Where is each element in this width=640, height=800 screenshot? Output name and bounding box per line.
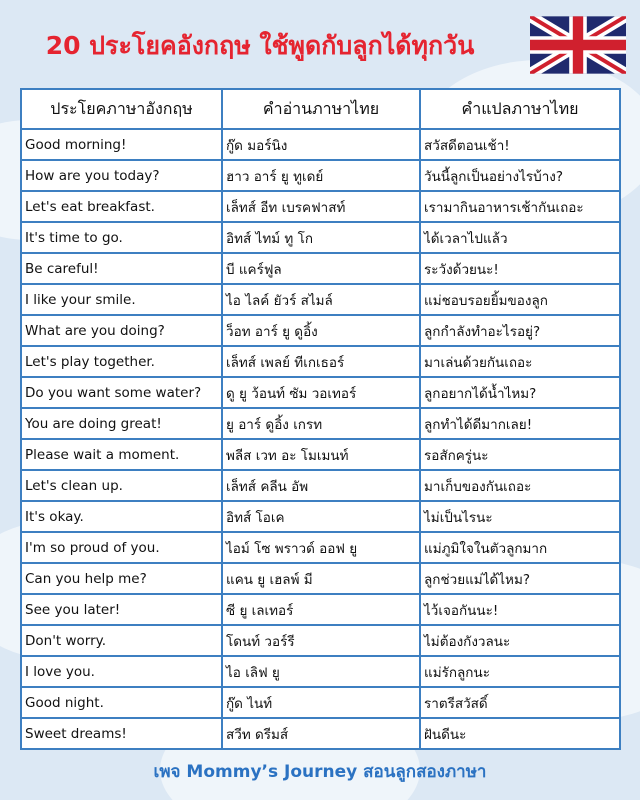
header-translation: คำแปลภาษาไทย [420,90,619,129]
translation-cell: มาเก็บของกันเถอะ [420,470,619,501]
table-row [22,439,619,470]
english-cell: Don't worry. [22,625,222,656]
english-cell: What are you doing? [22,315,222,346]
table-row [22,532,619,563]
english-cell: I like your smile. [22,284,222,315]
english-cell: I'm so proud of you. [22,532,222,563]
translation-cell: ไว้เจอกันนะ! [420,594,619,625]
english-cell: Let's clean up. [22,470,222,501]
translation-cell: ลูกอยากได้น้ำไหม? [420,377,619,408]
table-row [22,129,619,160]
pronunciation-cell: สวีท ดรีมส์ [222,718,420,748]
translation-cell: ไม่เป็นไรนะ [420,501,619,532]
table-row [22,191,619,222]
pronunciation-cell: ไอม์ โซ พราวด์ ออฟ ยู [222,532,420,563]
table-row [22,718,619,748]
english-cell: Good morning! [22,129,222,160]
table-row [22,687,619,718]
pronunciation-cell: เล็ทส์ คลีน อัพ [222,470,420,501]
english-cell: Be careful! [22,253,222,284]
table-row [22,253,619,284]
table-row [22,563,619,594]
table-row [22,315,619,346]
pronunciation-cell: ไอ ไลค์ ยัวร์ สไมล์ [222,284,420,315]
page-title: 20 ประโยคอังกฤษ ใช้พูดกับลูกได้ทุกวัน [45,31,475,60]
pronunciation-cell: พลีส เวท อะ โมเมนท์ [222,439,420,470]
translation-cell: เรามากินอาหารเช้ากันเถอะ [420,191,619,222]
pronunciation-cell: เล็ทส์ อีท เบรคฟาสท์ [222,191,420,222]
table-row [22,625,619,656]
pronunciation-cell: ไอ เลิฟ ยู [222,656,420,687]
english-cell: Please wait a moment. [22,439,222,470]
pronunciation-cell: ดู ยู ว้อนท์ ซัม วอเทอร์ [222,377,420,408]
english-cell: It's okay. [22,501,222,532]
translation-cell: ไม่ต้องกังวลนะ [420,625,619,656]
header-english: ประโยคภาษาอังกฤษ [22,90,222,129]
table-row [22,470,619,501]
table-row [22,284,619,315]
translation-cell: รอสักครู่นะ [420,439,619,470]
table-row [22,656,619,687]
translation-cell: แม่ภูมิใจในตัวลูกมาก [420,532,619,563]
table-row [22,222,619,253]
pronunciation-cell: อิทส์ โอเค [222,501,420,532]
english-cell: Do you want some water? [22,377,222,408]
pronunciation-cell: ว็อท อาร์ ยู ดูอิ้ง [222,315,420,346]
translation-cell: มาเล่นด้วยกันเถอะ [420,346,619,377]
english-cell: How are you today? [22,160,222,191]
translation-cell: สวัสดีตอนเช้า! [420,129,619,160]
english-cell: You are doing great! [22,408,222,439]
pronunciation-cell: แคน ยู เฮลพ์ มี [222,563,420,594]
translation-cell: ราตรีสวัสดิ์ [420,687,619,718]
table-row [22,346,619,377]
english-cell: Let's play together. [22,346,222,377]
pronunciation-cell: ฮาว อาร์ ยู ทูเดย์ [222,160,420,191]
translation-cell: ลูกทำได้ดีมากเลย! [420,408,619,439]
pronunciation-cell: อิทส์ ไทม์ ทู โก [222,222,420,253]
pronunciation-cell: กู๊ด ไนท์ [222,687,420,718]
table-header-row [22,90,619,129]
english-cell: See you later! [22,594,222,625]
translation-cell: วันนี้ลูกเป็นอย่างไรบ้าง? [420,160,619,191]
english-cell: Can you help me? [22,563,222,594]
pronunciation-cell: บี แคร์ฟูล [222,253,420,284]
phrase-table [20,88,621,750]
pronunciation-cell: ซี ยู เลเทอร์ [222,594,420,625]
english-cell: Sweet dreams! [22,718,222,748]
table-row [22,160,619,191]
translation-cell: ได้เวลาไปแล้ว [420,222,619,253]
translation-cell: ฝันดีนะ [420,718,619,748]
pronunciation-cell: เล็ทส์ เพลย์ ทีเกเธอร์ [222,346,420,377]
table-row [22,501,619,532]
english-cell: Let's eat breakfast. [22,191,222,222]
pronunciation-cell: โดนท์ วอร์รี [222,625,420,656]
translation-cell: แม่ชอบรอยยิ้มของลูก [420,284,619,315]
table-row [22,594,619,625]
pronunciation-cell: ยู อาร์ ดูอิ้ง เกรท [222,408,420,439]
footer-credit: เพจ Mommy’s Journey สอนลูกสองภาษา [153,762,487,782]
translation-cell: ระวังด้วยนะ! [420,253,619,284]
pronunciation-cell: กู๊ด มอร์นิง [222,129,420,160]
english-cell: Good night. [22,687,222,718]
english-cell: I love you. [22,656,222,687]
english-cell: It's time to go. [22,222,222,253]
translation-cell: ลูกช่วยแม่ได้ไหม? [420,563,619,594]
table-row [22,377,619,408]
uk-flag-icon [530,14,626,76]
header-pronunciation: คำอ่านภาษาไทย [222,90,420,129]
translation-cell: แม่รักลูกนะ [420,656,619,687]
translation-cell: ลูกกำลังทำอะไรอยู่? [420,315,619,346]
table-row [22,408,619,439]
